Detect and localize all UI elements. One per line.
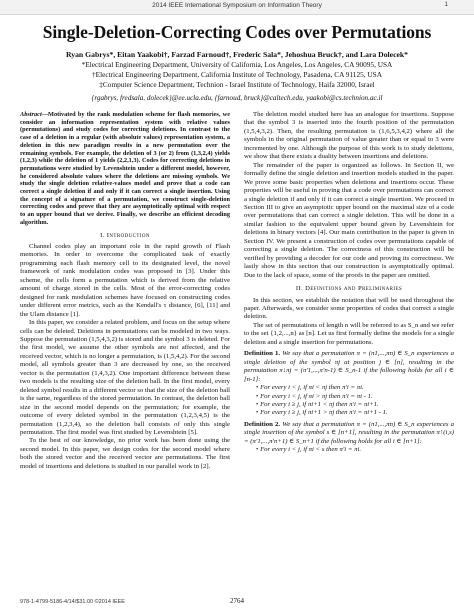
definition-condition: • For every i < j, if πi < s then π'i = πi. bbox=[256, 446, 454, 454]
definition-1-body: We say that a permutation π = (π1,...,πn) ∈ S_n experiences a single deletion of the symbol πj at position j ∈ [n], resulting in the permutation π↓πj = (π'1,...,π'n-1) ∈ S_n-1 if the following holds for all i ∈ [n-1]: bbox=[244, 350, 455, 383]
definition-2-label: Definition 2. bbox=[244, 420, 281, 428]
affiliation-ucla: *Electrical Engineering Department, University of California, Los Angeles, Los Angeles, CA 90095, USA bbox=[81, 60, 393, 69]
definitions-paragraph: In this section, we establish the notation that will be used throughout the paper. Afterwards, we consider some properties of codes that correct a single deletion. bbox=[244, 296, 454, 321]
definition-2-body: We say that a permutation π = (π1,...,πn) ∈ S_n experiences a single insertion of the symbol s ∈ [n+1], resulting in the permutation π↑(i,s) = (π'1,...,π'n+1) ∈ S_n+1 if the following holds for all i ∈ [n+1]: bbox=[244, 420, 455, 445]
intro-paragraph: To the best of our knowledge, no prior work has been done using the second model. In this paper, we design codes for the second model where both the stored vector and the received vector are permutations. The first model of insertions and deletions is studied in our parallel work in [2]. bbox=[20, 437, 230, 470]
conference-header: 2014 IEEE International Symposium on Information Theory bbox=[152, 2, 322, 9]
header-page-mark: 1 bbox=[444, 2, 448, 8]
footer-isbn: 978-1-4799-5186-4/14/$31.00 ©2014 IEEE bbox=[20, 599, 125, 605]
definition-condition: • For every i ≥ j, if πi+1 < πj then π'i = πi+1. bbox=[256, 401, 454, 409]
section-heading-introduction: I. Introduction bbox=[100, 231, 150, 239]
intro-paragraph: Channel codes play an important role in the rapid growth of Flash memories. In order to overcome the complicated task of exactly programming each flash memory cell to its designated level, the novel framework of rank modulation codes was proposed in [3]. Under this scheme, the cells form a permutation which is derived from the relative amount of charge stored in the cells. Most of the error-correcting codes designed for rank modulation schemes have focused on constructing codes under different error metrics, such as the Kendall's τ distance, [6], [11] and the Ulam distance [1]. bbox=[20, 243, 230, 318]
affiliation-caltech: †Electrical Engineering Department, California Institute of Technology, Pasadena, CA 91125, USA bbox=[91, 70, 382, 79]
affiliation-technion: ‡Computer Science Department, Technion - Israel Institute of Technology, Haifa 32000, Israel bbox=[99, 80, 375, 89]
author-emails: {rgabrys, fredsala, dolecek}@ee.ucla.edu, {farnoud, bruck}@caltech.edu, yaakobi@cs.technion.ac.il bbox=[91, 94, 383, 102]
definition-1 bbox=[244, 350, 454, 384]
abstract-lead: Abstract bbox=[20, 111, 42, 118]
intro-paragraph: The deletion model studied here has an analogue for insertions. Suppose that the symbol 3 is inserted into the fourth position of the permutation (1,5,4,3,2). Then, the resulting permutation is (1,6,5,3,4,2) where all the symbols in the original permutation of value greater than or equal to 3 were incremented by one. Although the purpose of this work is to study deletions, we show that there exists a duality between insertions and deletions. bbox=[244, 111, 454, 161]
paper-title: Single-Deletion-Correcting Codes over Permutations bbox=[42, 22, 432, 42]
intro-paragraph: The remainder of the paper is organized as follows. In Section II, we formally define the single deletion and insertion models studied in the paper. We prove some basic properties when deletions and insertions occur. These properties will be useful in proving that a code over permutations can correct a single deletion if and only if it can correct a single insertion. We proceed in Section III to give an asymptotic upper bound on the maximal size of a code over permutations that can correct a single deletion. This will be done in a similar fashion to the equivalent upper bound given by Levenshtein for deletions in binary vectors [4]. Our main contribution in the paper is given in Section IV. We present a construction of codes over permutations capable of correcting a single deletion. The correctness of this construction will be verified by providing a decoder for our code and proving its correctness. We lastly show in this section that our construction is asymptotically optimal. Due to the lack of space, some of the proofs in the paper are omitted. bbox=[244, 161, 454, 279]
abstract-text: —Motivated by the rank modulation scheme for flash memories, we consider an information representation system with relative values (permutations) and study codes for correcting deletions. In contrast to the case of a deletion in a regular (with absolute values) representation system, a deletion in this new paradigm results in a new permutation over the remaining symbols. For example, the deletion of 3 (or 2) from (1,3,2,4) yields (1,2,3) while the deletion of 1 yields (2,2,1,3). Codes for correcting deletions in permutations were studied by Levenshtein under a different model, however, he considered absolute values where the deletions are missing symbols. We study the single deletion relative-values model and prove that a code can correct a single deletion if and only if it can correct a single insertion. Using the concept of a signature of a permutation, we construct single-deletion correcting codes and prove that they are asymptotically optimal with respect to an upper bound that we derive. Finally, we describe an efficient decoding algorithm. bbox=[20, 111, 230, 226]
abstract bbox=[20, 111, 230, 227]
definition-condition: • For every i < j, if πi > πj then π'i = πi - 1. bbox=[256, 393, 454, 401]
definition-condition: • For every i ≥ j, if πi+1 > πj then π'i = πi+1 - 1. bbox=[256, 409, 454, 417]
left-column bbox=[20, 111, 230, 471]
section-heading-definitions: II. Definitions and Preliminaries bbox=[295, 285, 403, 293]
definition-condition: • For every i < j, if πi < πj then π'i = πi. bbox=[256, 384, 454, 392]
definitions-paragraph: The set of permutations of length n will be referred to as S_n and we refer to the set {1,2,...,n} as [n]. Let us first formally define the models for a single deletion and a single insertion for permutations. bbox=[244, 321, 454, 346]
definition-2 bbox=[244, 421, 454, 446]
right-column bbox=[244, 111, 454, 455]
definition-1-conditions bbox=[244, 384, 454, 418]
footer-page-number: 2764 bbox=[230, 597, 244, 605]
conference-header-bar bbox=[0, 0, 474, 15]
intro-paragraph: In this paper, we consider a related problem, and focus on the setup where cells can be deleted. Deletions in permutations can be modeled in two ways. Suppose the permutation (1,5,4,3,2) is stored and the symbol 3 is deleted. For the first model, we assume the other symbols are not affected, and the received vector, which is no longer a permutation, is (1,5,4,2). For the second model, all symbols greater than 3 are decreased by one, so the received vector is the permutation (1,4,3,2). One important difference between these two models is the resulting size of the deletion ball. In the first model, every deleted symbol results in a different vector so that the size of the deletion ball is the same, regardless of the stored permutation. In contrast, the deletion ball size in the second model depends on the permutation; for example, the outcome of every deleted symbol in the permutation (1,2,3,4,5) is the permutation (1,2,3,4), so the deletion ball consists of only this single permutation. The first model was first studied by Levenshtein [5]. bbox=[20, 319, 230, 436]
definition-1-label: Definition 1. bbox=[244, 350, 281, 358]
definition-2-conditions bbox=[244, 446, 454, 454]
author-list: Ryan Gabrys*, Eitan Yaakobi†, Farzad Farnoud†, Frederic Sala*, Jehoshua Bruck†, and Lara Dolecek* bbox=[65, 50, 409, 59]
